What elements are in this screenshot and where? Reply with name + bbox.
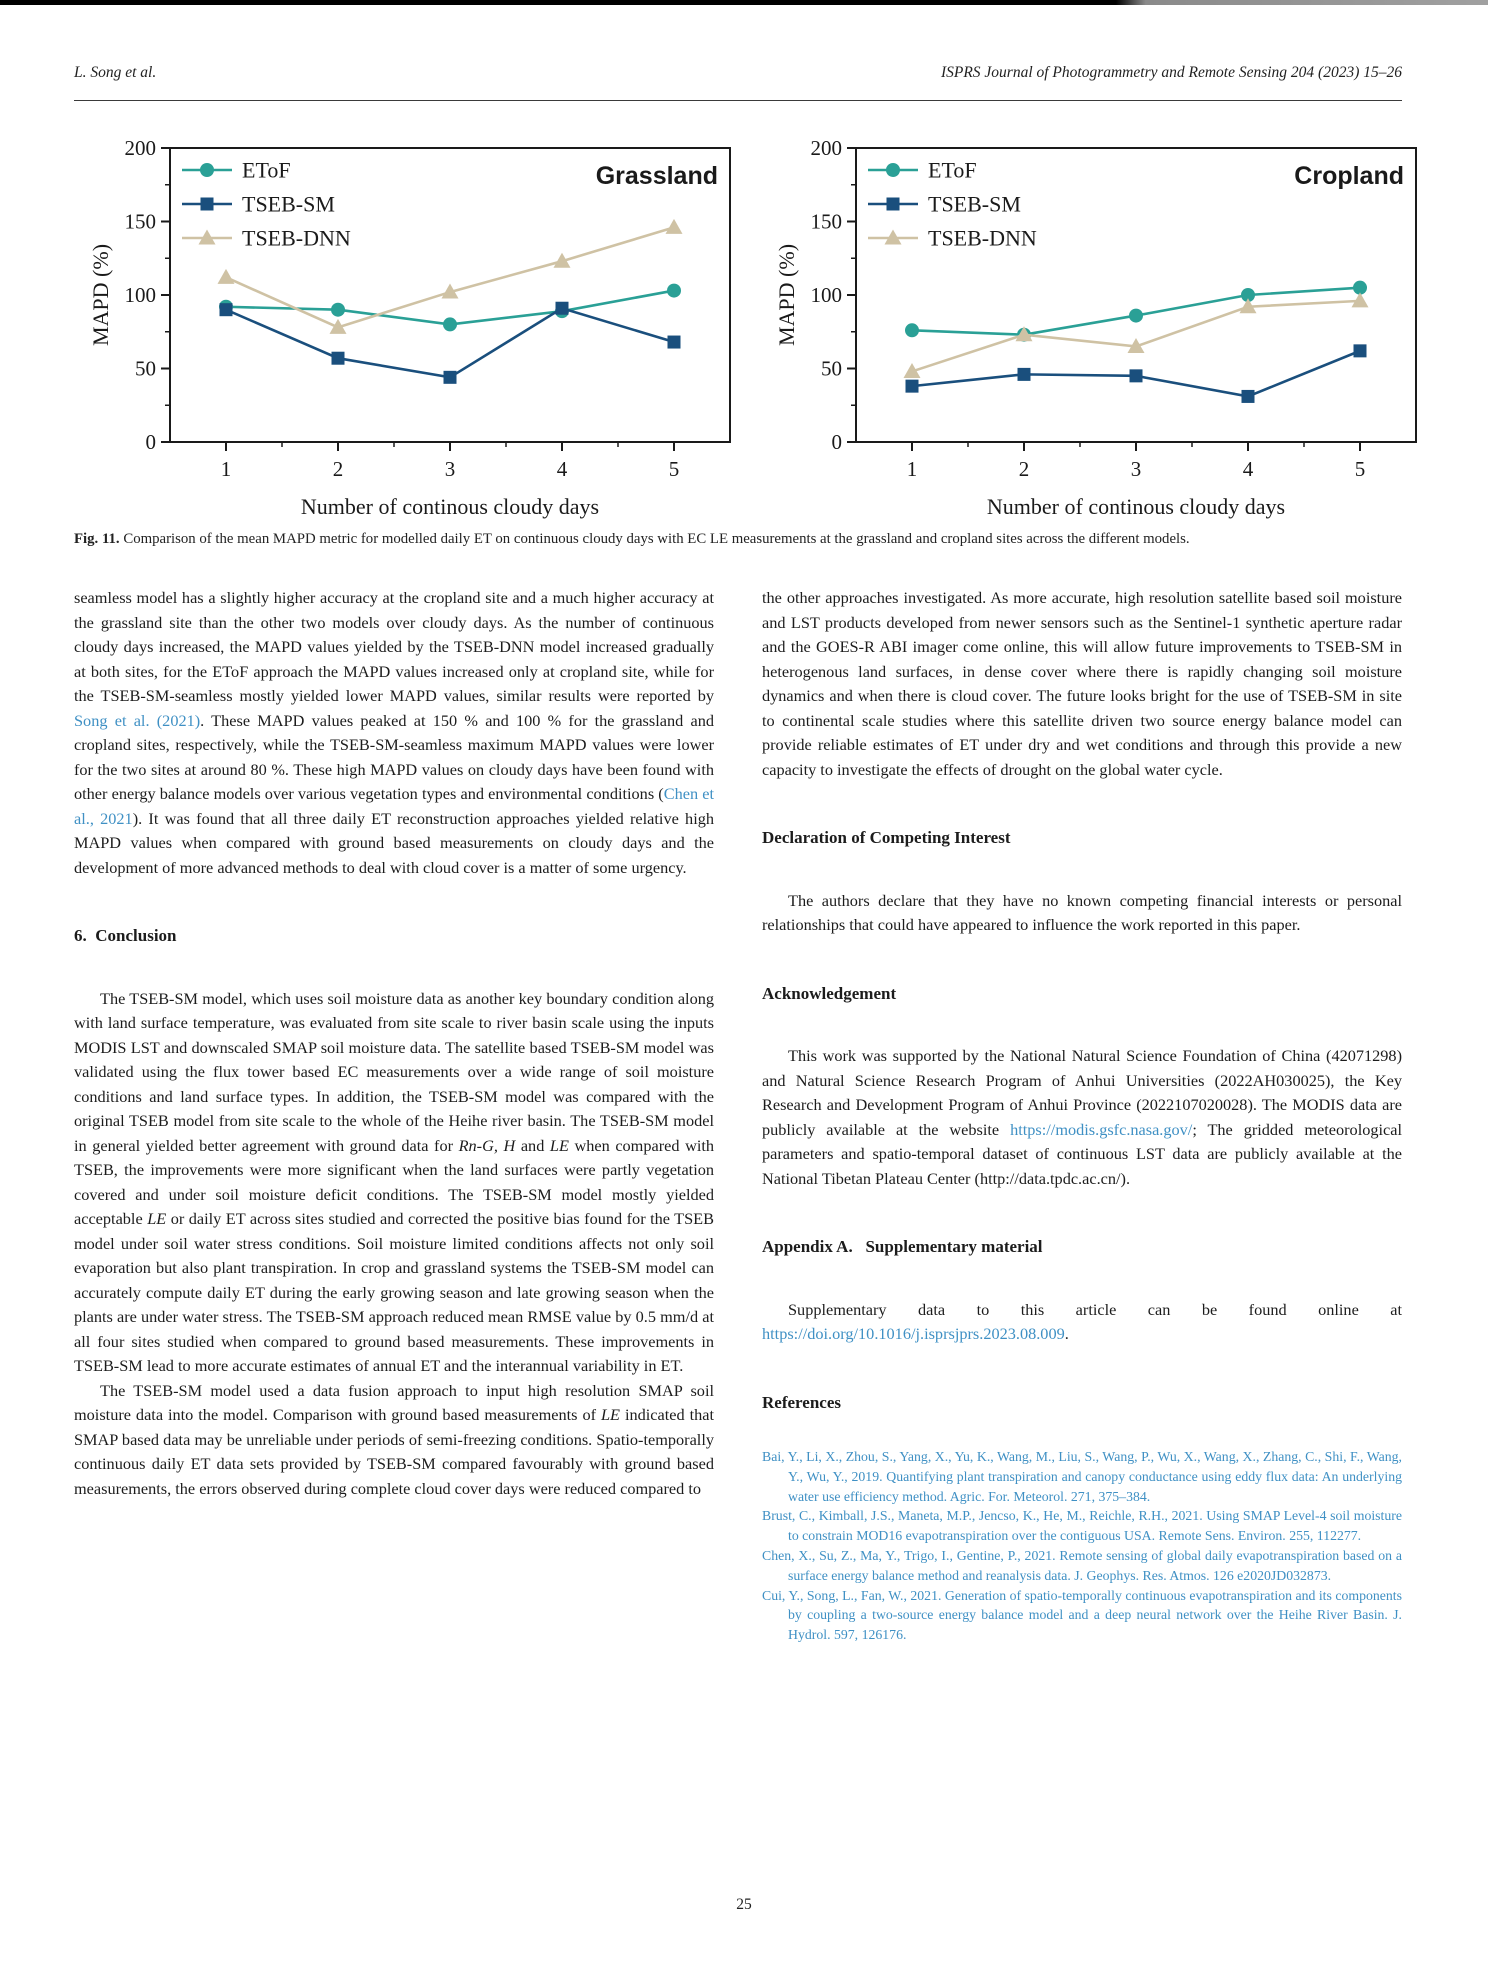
svg-text:Number of continous cloudy day: Number of continous cloudy days <box>300 494 600 519</box>
svg-text:TSEB-DNN: TSEB-DNN <box>928 225 1037 251</box>
text-run: indicated that SMAP based data may be unreliable under periods of semi-freezing conditions. Spatio-temporally continuous daily ET data sets provided by TSEB-SM compared favourably with ground based measurements, the errors observed during complete cloud cover days were reduced compared to <box>74 1405 714 1498</box>
inline-link[interactable]: https://modis.gsfc.nasa.gov/ <box>1010 1119 1193 1139</box>
section-heading: Declaration of Competing Interest <box>762 828 1011 847</box>
paragraph <box>762 586 1402 782</box>
svg-text:150: 150 <box>810 209 842 234</box>
left-column <box>74 586 714 1645</box>
text-run: seamless model has a slightly higher accuracy at the cropland site and a much higher accuracy at the grassland site than the other two models over cloudy days. As the number of continuous cloudy days increased, the MAPD values yielded by the TSEB-DNN model increased gradually at both sites, for the EToF approach the MAPD values increased only at cropland site, while for the TSEB-SM-seamless mostly yielded lower MAPD values, similar results were reported by <box>74 588 714 705</box>
svg-text:MAPD (%): MAPD (%) <box>88 243 113 347</box>
paragraph <box>74 1379 714 1502</box>
svg-text:2: 2 <box>332 457 344 481</box>
text-run: . These MAPD values peaked at 150 % and 100 % for the grassland and cropland sites, respectively, while the TSEB-SM-seamless maximum MAPD values were lower for the two sites at around 80 %. These high MAPD values on cloudy days have been found with other energy balance models over various vegetation types and environmental conditions ( <box>74 710 714 803</box>
italic-text: LE <box>147 1209 167 1228</box>
figure-11 <box>84 112 1430 524</box>
section-heading: Appendix A. Supplementary material <box>762 1237 1043 1256</box>
paragraph <box>762 889 1402 938</box>
figure-caption <box>74 528 1402 551</box>
svg-text:150: 150 <box>124 209 156 234</box>
page-number: 25 <box>736 1896 752 1913</box>
right-column <box>762 586 1402 1645</box>
svg-text:TSEB-DNN: TSEB-DNN <box>242 225 351 251</box>
svg-text:5: 5 <box>668 457 680 481</box>
svg-text:TSEB-SM: TSEB-SM <box>928 191 1021 217</box>
text-run: Supplementary data to this article can be found online at <box>788 1299 1402 1319</box>
running-head-journal: ISPRS Journal of Photogrammetry and Remote Sensing 204 (2023) 15–26 <box>940 64 1402 81</box>
svg-text:1: 1 <box>906 457 918 481</box>
text-run: This work was supported by the National Natural Science Foundation of China (42071298) and Natural Science Research Program of Anhui Universities (2022AH030025), the Key Research and Development Program of Anhui Province (2022107020028). The MODIS data are publicly available at the website <box>762 1046 1402 1139</box>
inline-link[interactable]: Song et al. (2021) <box>74 710 201 730</box>
paragraph <box>762 1044 1402 1191</box>
text-run: the other approaches investigated. As more accurate, high resolution satellite based soil moisture and LST products developed from newer sensors such as the Sentinel-1 synthetic aperture radar and the GOES-R ABI imager come online, this will allow future improvements to TSEB-SM in heterogenous land surfaces, in dense cover where there is rapidly changing soil moisture dynamics and when there is cloud cover. The future looks bright for the use of TSEB-SM in site to continental scale studies where this satellite driven two source energy balance model can provide reliable estimates of ET under dry and wet conditions and through this provide a new capacity to investigate the effects of drought on the global water cycle. <box>762 588 1402 779</box>
svg-text:EToF: EToF <box>242 157 291 183</box>
text-run: The TSEB-SM model, which uses soil moisture data as another key boundary condition along with land surface temperature, was evaluated from site scale to river basin scale using the inputs MODIS LST and downscaled SMAP soil moisture data. The satellite based TSEB-SM model was validated using the flux tower based EC measurements over a wide range of soil moisture conditions and land surface types. In addition, the TSEB-SM model was compared with the original TSEB model from site scale to the whole of the Heihe river basin. The TSEB-SM model in general yielded better agreement with ground data for <box>74 988 714 1155</box>
header-rule <box>74 100 1402 101</box>
italic-text: LE <box>549 1135 569 1155</box>
svg-text:200: 200 <box>124 136 156 160</box>
figure-caption-label: Fig. 11. <box>74 531 120 547</box>
body-columns <box>74 586 1402 1645</box>
svg-text:50: 50 <box>821 356 842 381</box>
figure-caption-text: Comparison of the mean MAPD metric for modelled daily ET on continuous cloudy days with EC LE measurements at the grassland and cropland sites across the different models. <box>119 531 1190 547</box>
svg-text:Number of continous cloudy day: Number of continous cloudy days <box>986 494 1286 519</box>
svg-text:3: 3 <box>444 457 456 481</box>
cropland-chart <box>770 112 1430 524</box>
paragraph <box>74 987 714 1379</box>
text-run: and <box>515 1135 550 1155</box>
svg-text:3: 3 <box>1130 457 1142 481</box>
svg-text:100: 100 <box>124 283 156 307</box>
grassland-chart <box>84 112 744 524</box>
svg-text:1: 1 <box>220 457 232 481</box>
text-run: ). It was found that all three daily ET reconstruction approaches yielded relative high MAPD values when compared with ground based measurements on cloudy days and the development of more advanced methods to deal with cloud cover is a matter of some urgency. <box>74 808 714 877</box>
svg-text:0: 0 <box>145 430 156 454</box>
page-top-bar <box>0 0 1488 5</box>
section-heading: Acknowledgement <box>762 983 897 1003</box>
section-heading: References <box>762 1392 841 1412</box>
reference-item[interactable]: Cui, Y., Song, L., Fan, W., 2021. Generation of spatio-temporally continuous evapotranspiration and its components by coupling a two-source energy balance model and a deep neural network over the Heihe River Basin. J. Hydrol. 597, 126176. <box>762 1587 1402 1643</box>
svg-text:4: 4 <box>1242 457 1254 481</box>
inline-link[interactable]: https://doi.org/10.1016/j.isprsjprs.2023.08.009 <box>762 1324 1065 1343</box>
text-run: . <box>1064 1324 1069 1343</box>
reference-item[interactable]: Bai, Y., Li, X., Zhou, S., Yang, X., Yu, K., Wang, M., Liu, S., Wang, P., Wu, X., Wang, X., Zhang, C., Shi, F., Wang, Y., Wu, Y., 2019. Quantifying plant transpiration and canopy conductance using eddy flux data: An underlying water use efficiency method. Agric. For. Meteorol. 271, 375–384. <box>762 1449 1402 1504</box>
reference-item[interactable]: Brust, C., Kimball, J.S., Maneta, M.P., Jencso, K., He, M., Reichle, R.H., 2021. Using SMAP Level-4 soil moisture to constrain MOD16 evapotranspiration over the contiguous USA. Remote Sens. Environ. 255, 112277. <box>762 1508 1402 1544</box>
svg-text:50: 50 <box>135 356 156 381</box>
reference-list <box>762 1447 1402 1645</box>
svg-text:5: 5 <box>1354 457 1366 481</box>
reference-item[interactable]: Chen, X., Su, Z., Ma, Y., Trigo, I., Gentine, P., 2021. Remote sensing of global daily evapotranspiration based on a surface energy balance method and reanalysis data. J. Geophys. Res. Atmos. 126 e2020JD032873. <box>762 1547 1402 1583</box>
svg-text:Cropland: Cropland <box>1294 162 1404 190</box>
svg-text:Grassland: Grassland <box>595 162 718 190</box>
svg-text:EToF: EToF <box>928 157 977 183</box>
italic-text: LE <box>600 1405 620 1424</box>
svg-text:4: 4 <box>556 457 568 481</box>
italic-text: Rn-G, H <box>458 1135 516 1155</box>
svg-text:2: 2 <box>1018 457 1030 481</box>
svg-text:TSEB-SM: TSEB-SM <box>242 191 335 217</box>
text-run: ; The gridded meteorological parameters and spatio-temporal dataset of continuous LST data are publicly available at the National Tibetan Plateau Center (http://data.tpdc.ac.cn/). <box>762 1119 1402 1188</box>
text-run: The TSEB-SM model used a data fusion approach to input high resolution SMAP soil moisture data into the model. Comparison with ground based measurements of <box>74 1380 714 1424</box>
svg-text:0: 0 <box>831 430 842 454</box>
svg-text:MAPD (%): MAPD (%) <box>774 243 799 347</box>
svg-text:100: 100 <box>810 283 842 307</box>
paragraph <box>74 586 714 880</box>
paragraph <box>762 1298 1402 1347</box>
svg-text:200: 200 <box>810 136 842 160</box>
running-head-author: L. Song et al. <box>74 64 157 81</box>
text-run: or daily ET across sites studied and corrected the positive bias found for the TSEB model under soil water stress conditions. Soil moisture limited conditions affects not only soil evaporation but also plant transpiration. In crop and grassland systems the TSEB-SM model can accurately compute daily ET during the early growing season and late growing season when the plants are under water stress. The TSEB-SM approach reduced mean RMSE value by 0.5 mm/d at all four sites studied when compared to ground based measurements. These improvements in TSEB-SM lead to more accurate estimates of annual ET and the interannual variability in ET. <box>74 1209 714 1375</box>
inline-link[interactable]: Chen et al., 2021 <box>74 784 715 828</box>
running-head <box>74 64 1402 82</box>
section-heading: 6. Conclusion <box>74 926 177 945</box>
text-run: when compared with TSEB, the improvements were more significant when the land surfaces were partly vegetation covered and under soil moisture deficit conditions. The TSEB-SM model mostly yielded acceptable <box>74 1135 715 1228</box>
text-run: The authors declare that they have no known competing financial interests or personal relationships that could have appeared to influence the work reported in this paper. <box>762 890 1402 934</box>
